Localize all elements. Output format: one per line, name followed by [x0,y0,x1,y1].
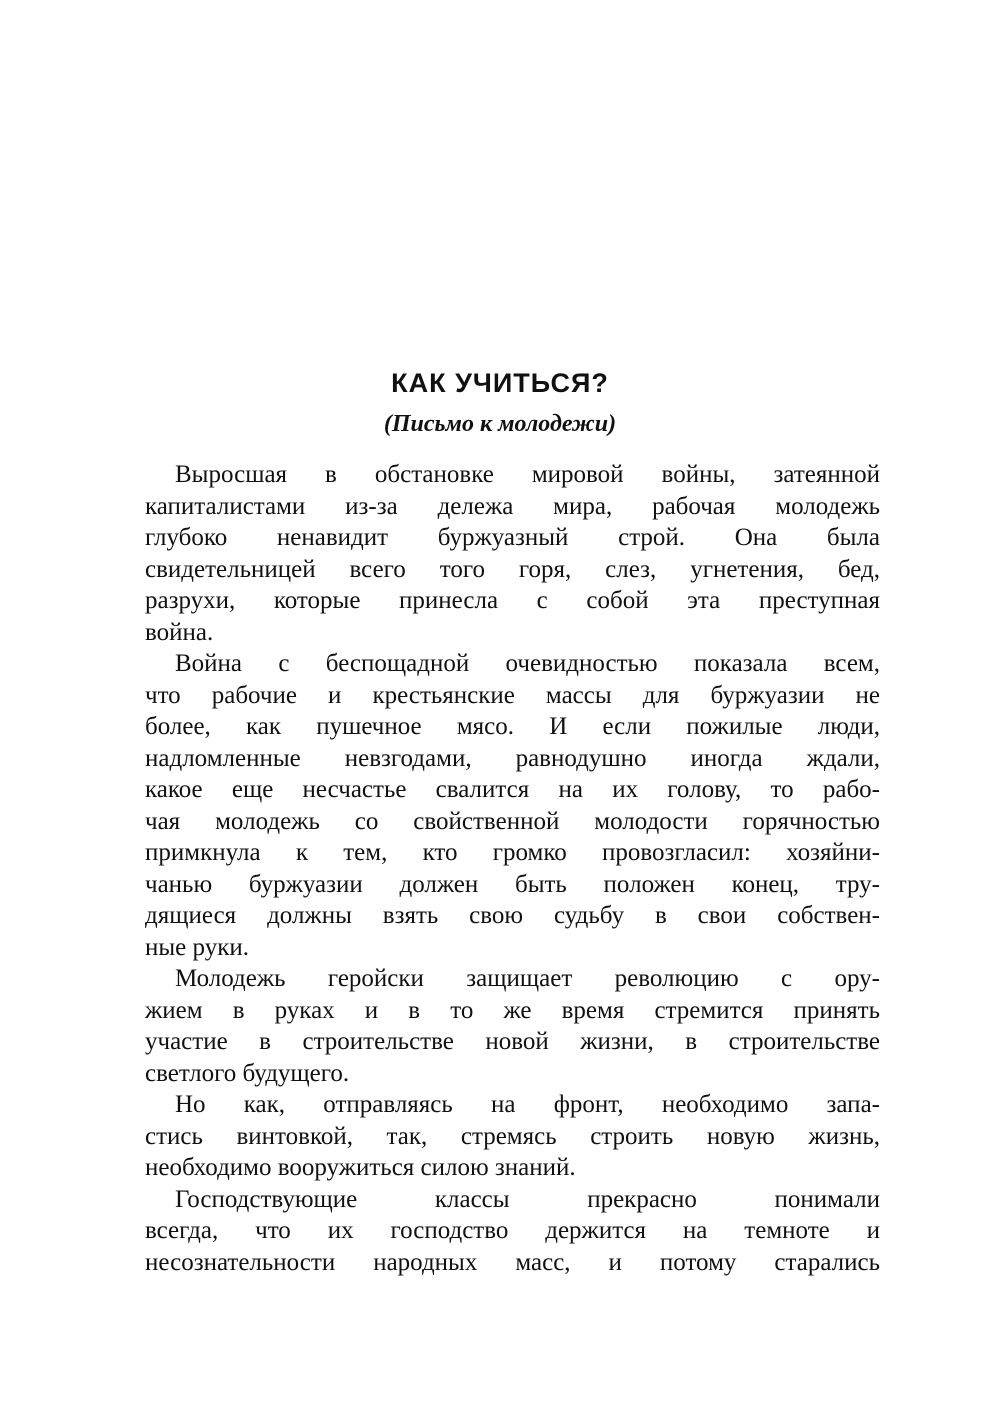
text-line: разрухи, которые принесла с собой эта преступная [145,587,880,614]
text-line: Но как, отправляясь на фронт, необходимо запа- [175,1091,880,1118]
text-line: необходимо вооружиться силою знаний. [145,1154,576,1181]
text-line: стись винтовкой, так, стремясь строить новую жизнь, [145,1122,880,1150]
text-line: свидетельницей всего того горя, слез, угнетения, бед, [145,555,880,583]
text-line: глубоко ненавидит буржуазный строй. Она была [145,524,880,551]
text-line: чая молодежь со свойственной молодости горячностью [145,807,880,835]
paragraph-3 [145,963,880,1089]
text-line: участие в строительстве новой жизни, в строительстве [145,1028,880,1055]
paragraph-4 [145,1089,880,1184]
text-line: чанью буржуазии должен быть положен конец, тру- [145,870,880,898]
text-line: светлого будущего. [145,1059,350,1087]
text-line: примкнула к тем, кто громко провозгласил: хозяйни- [145,839,880,866]
text-line: надломленные невзгодами, равнодушно иногда ждали, [145,744,880,772]
text-line: дящиеся должны взять свою судьбу в свои собствен- [145,902,880,929]
body-text [145,459,880,1278]
text-line: несознательности народных масс, и потому старались [145,1248,880,1276]
text-line: капиталистами из-за дележа мира, рабочая молодежь [145,492,880,520]
paragraph-5 [145,1184,880,1279]
text-line: что рабочие и крестьянские массы для буржуазии не [145,681,880,709]
page-subtitle: (Письмо к молодежи) [383,411,617,437]
text-line: более, как пушечное мясо. И если пожилые люди, [145,713,880,740]
text-line: ные руки. [145,933,249,961]
page-title: КАК УЧИТЬСЯ? [391,368,609,398]
paragraph-1 [145,459,880,648]
text-line: Война с беспощадной очевидностью показала всем, [175,650,880,677]
text-line: жием в руках и в то же время стремится принять [145,996,880,1024]
text-line: Молодежь геройски защищает революцию с ору- [175,965,880,992]
text-line: Выросшая в обстановке мировой войны, затеянной [175,461,880,488]
text-line: всегда, что их господство держится на темноте и [145,1217,880,1244]
text-line: Господствующие классы прекрасно понимали [175,1185,880,1213]
text-line: война. [145,618,214,646]
text-line: какое еще несчастье свалится на их голову, то рабо- [145,776,880,803]
paragraph-2 [145,648,880,963]
